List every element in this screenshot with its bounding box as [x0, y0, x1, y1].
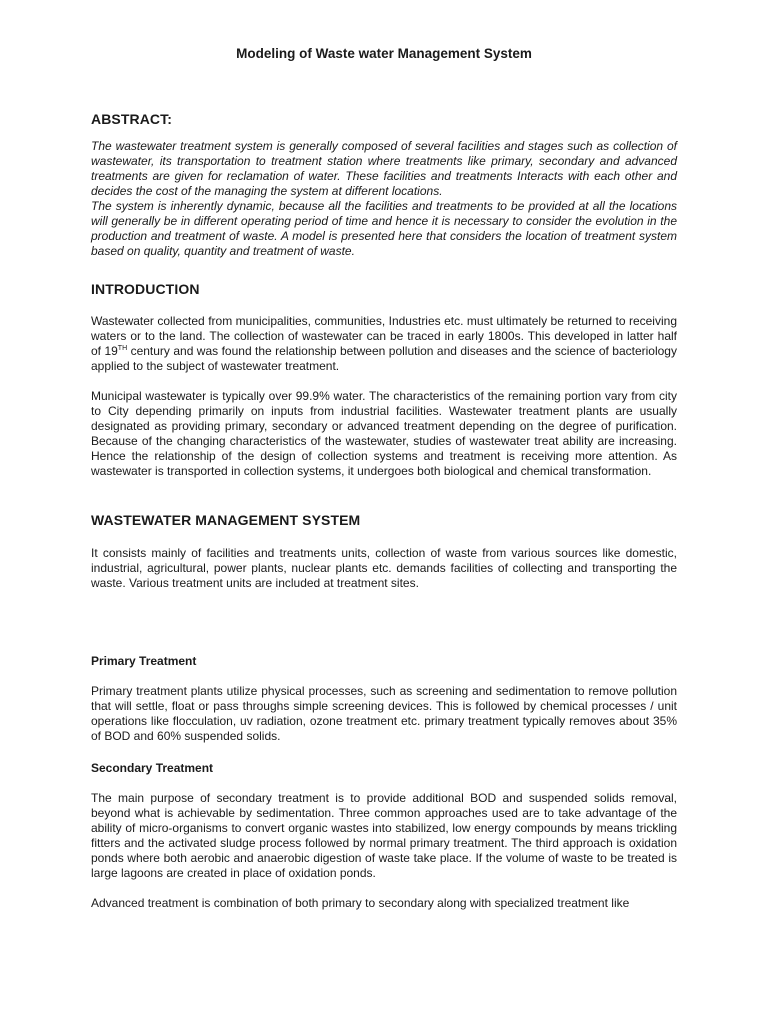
- abstract-paragraph-1: The wastewater treatment system is generally composed of several facilities and stages such as collection of wastewater, its transportation to treatment station where treatments like primary, secondary and advanced treatments are given for reclamation of water. These facilities and treatments Interacts with each other and decides the cost of the managing the system at different locations.: [91, 139, 677, 198]
- introduction-heading: INTRODUCTION: [91, 281, 200, 297]
- secondary-heading: Secondary Treatment: [91, 761, 214, 775]
- primary-paragraph: Primary treatment plants utilize physical processes, such as screening and sedimentation to remove pollution that will settle, float or pass throughs simple screening devices. This is followed by chemical processes / unit operations like flocculation, uv radiation, ozone treatment etc. primary treatment typically removes about 35% of BOD and 60% suspended solids.: [91, 684, 677, 743]
- abstract-section: [91, 111, 677, 259]
- introduction-paragraph-2: Municipal wastewater is typically over 99.9% water. The characteristics of the remaining portion vary from city to City depending primarily on inputs from industrial facilities. Wastewater treatment plants are usually designated as providing primary, secondary or advanced treatment depending on the degree of purification. Because of the changing characteristics of the wastewater, studies of wastewater treat ability are increasing. Hence the relationship of the design of collection systems and treatment is receiving more attention. As wastewater is transported in collection systems, it undergoes both biological and chemical transformation.: [91, 389, 677, 478]
- page-title: Modeling of Waste water Management System: [236, 46, 532, 61]
- secondary-paragraph-1: The main purpose of secondary treatment is to provide additional BOD and suspended solids removal, beyond what is achievable by sedimentation. Three common approaches used are to take advantage of the ability of micro-organisms to convert organic wastes into stabilized, low energy compounds by means trickling fitters and the activated sludge process followed by normal primary treatment. The third approach is oxidation ponds where both aerobic and anaerobic digestion of waste take place. If the volume of waste to be treated is large lagoons are created in place of oxidation ponds.: [91, 791, 677, 880]
- introduction-paragraph-1: [91, 314, 677, 374]
- abstract-paragraph-2: The system is inherently dynamic, because all the facilities and treatments to be provided at all the locations will generally be in different operating period of time and hence it is necessary to consider the evolution in the production and treatment of waste. A model is presented here that considers the location of treatment system based on quality, quantity and treatment of waste.: [91, 199, 677, 258]
- wms-paragraph: It consists mainly of facilities and treatments units, collection of waste from various sources like domestic, industrial, agricultural, power plants, nuclear plants etc. demands facilities of collecting and transporting the waste. Various treatment units are included at treatment sites.: [91, 546, 677, 590]
- intro-superscript: TH: [117, 345, 128, 352]
- wms-heading: WASTEWATER MANAGEMENT SYSTEM: [91, 512, 361, 528]
- wastewater-management-section: [91, 512, 677, 591]
- introduction-section: [91, 281, 677, 479]
- secondary-paragraph-2: Advanced treatment is combination of both primary to secondary along with specialized treatment like: [91, 896, 630, 910]
- abstract-heading: ABSTRACT:: [91, 111, 173, 127]
- intro-text-part-1: Wastewater collected from municipalities, communities, Industries etc. must ultimately be returned to receiving waters or to the land. The collection of wastewater can be traced in early 1800s. This developed in latter half of 19: [91, 314, 677, 358]
- primary-heading: Primary Treatment: [91, 654, 197, 668]
- secondary-treatment-section: [91, 761, 677, 911]
- intro-text-part-2: century and was found the relationship between pollution and diseases and the science of bacteriology applied to the subject of wastewater treatment.: [91, 344, 677, 373]
- primary-treatment-section: [91, 654, 677, 744]
